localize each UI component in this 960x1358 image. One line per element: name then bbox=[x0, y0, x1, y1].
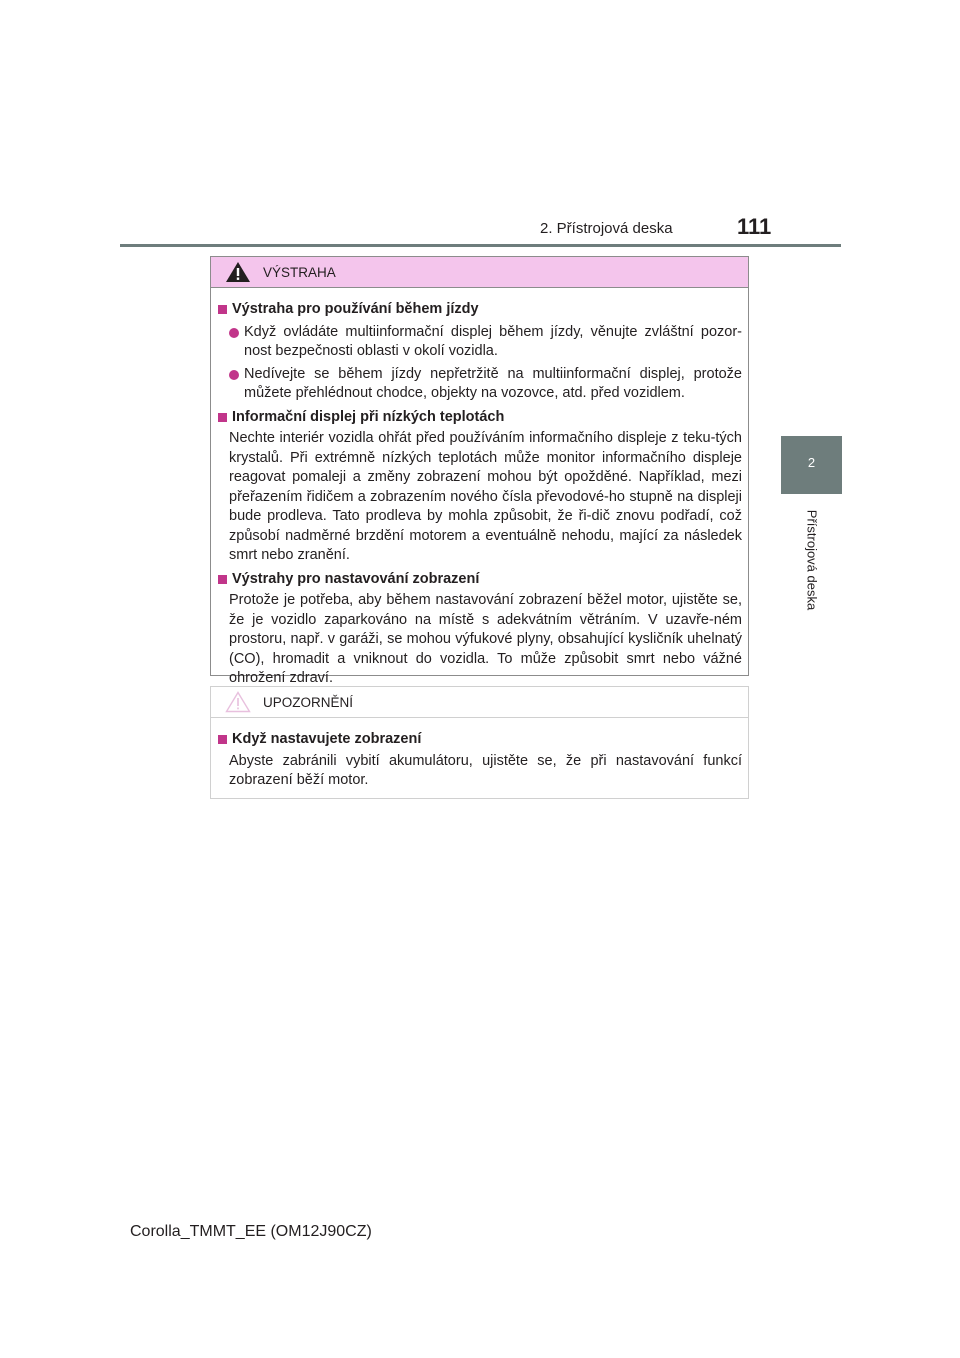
warning-section-title bbox=[217, 408, 742, 428]
header-section-title: 2. Přístrojová deska bbox=[540, 220, 673, 237]
warning-section-title bbox=[217, 300, 742, 320]
bullet-text: Když ovládáte multiinformační displej během jízdy, věnujte zvláštní pozor-nost bezpečnosti oblasti v okolí vozidla. bbox=[244, 323, 742, 359]
circle-bullet-icon bbox=[229, 328, 239, 338]
side-chapter-label: Přístrojová deska bbox=[804, 509, 820, 611]
caution-triangle-icon bbox=[225, 691, 251, 713]
circle-bullet-icon bbox=[229, 370, 239, 380]
caution-box-header bbox=[211, 687, 748, 718]
side-label-wrap bbox=[782, 505, 842, 615]
square-bullet-icon bbox=[218, 305, 227, 314]
list-item bbox=[217, 365, 742, 404]
warning-section-title bbox=[217, 570, 742, 590]
page-number: 111 bbox=[737, 214, 772, 239]
section-title-text: Výstraha pro používání během jízdy bbox=[232, 301, 479, 317]
list-item bbox=[217, 323, 742, 362]
section-title-text: Výstrahy pro nastavování zobrazení bbox=[232, 570, 480, 587]
section-paragraph: Abyste zabránili vybití akumulátoru, ujistěte se, že při nastavování funkcí zobrazení běží motor. bbox=[229, 752, 742, 788]
section-paragraph: Nechte interiér vozidla ohřát před používáním informačního displeje z teku-tých krystalů. Při extrémně nízkých teplotách může monitor informačního displeje reagovat pomaleji a změny zobrazení mohou být opožděné. Například, mezi přeřazením řidičem a zobrazením nového čísla převodové-ho stupně na displeji bude prodleva. Tato prodleva by mohla způsobit, že ři-dič znovu podřadí, což způsobí nadměrné brzdění motorem a eventuálně nehodu, mající za následek smrt nebo zranění. bbox=[229, 430, 742, 563]
header-rule bbox=[120, 244, 841, 247]
section-title-text: Informační displej při nízkých teplotách bbox=[232, 408, 505, 425]
caution-section-title bbox=[217, 730, 742, 750]
warning-box bbox=[210, 256, 749, 686]
warning-title: VÝSTRAHA bbox=[263, 264, 336, 280]
warning-triangle-icon bbox=[225, 261, 251, 283]
square-bullet-icon bbox=[218, 575, 227, 584]
warning-box-header bbox=[211, 257, 748, 288]
chapter-tab: 2 bbox=[781, 436, 842, 494]
caution-box bbox=[210, 686, 749, 799]
square-bullet-icon bbox=[218, 413, 227, 422]
caution-title: UPOZORNĚNÍ bbox=[263, 694, 354, 710]
section-title-text: Když nastavujete zobrazení bbox=[232, 731, 422, 747]
section-paragraph: Protože je potřeba, aby během nastavování zobrazení běžel motor, ujistěte se, že je vozidlo zaparkováno na místě s adekvátním větráním. V uzavře-ném prostoru, např. v garáži, se mohou výfukové plyny, obsahující kysličník uhelnatý (CO), hromadit a vniknout do vozidla. To může způsobit smrt nebo vážné ohrožení zdraví. bbox=[229, 592, 742, 686]
warning-body bbox=[211, 288, 748, 689]
footer-model-code: Corolla_TMMT_EE (OM12J90CZ) bbox=[130, 1223, 372, 1240]
caution-body bbox=[211, 718, 748, 791]
square-bullet-icon bbox=[218, 735, 227, 744]
bullet-text: Nedívejte se během jízdy nepřetržitě na multiinformační displej, protože můžete přehlédnout chodce, objekty na vozovce, atd. před vozidlem. bbox=[244, 365, 742, 401]
